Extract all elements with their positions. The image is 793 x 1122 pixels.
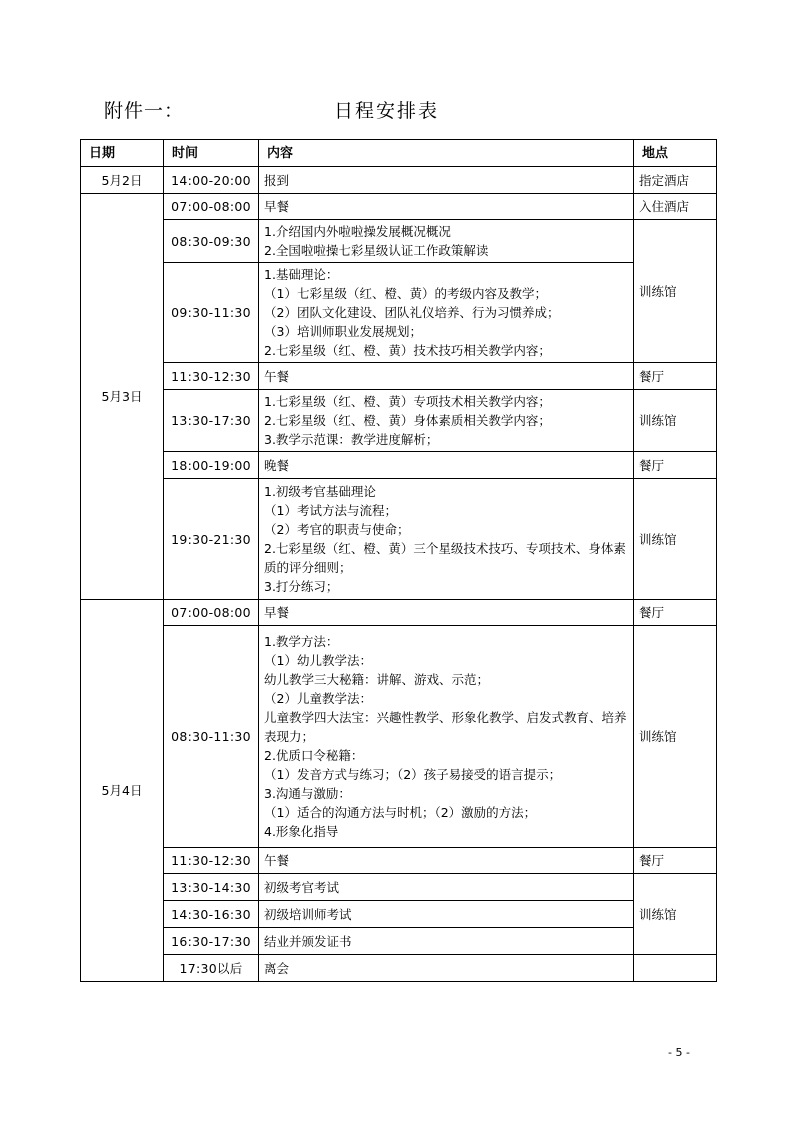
time-cell: 09:30-11:30 <box>164 263 259 363</box>
date-cell: 5月4日 <box>81 600 164 982</box>
time-cell: 07:00-08:00 <box>164 194 259 220</box>
content-line: 幼儿教学三大秘籍：讲解、游戏、示范； <box>264 672 490 687</box>
time-cell: 11:30-12:30 <box>164 363 259 390</box>
place-cell <box>634 955 717 982</box>
content-cell <box>259 848 634 874</box>
content-line: 2.全国啦啦操七彩星级认证工作政策解读 <box>264 243 489 258</box>
place-cell: 餐厅 <box>634 363 717 390</box>
time-cell: 17:30以后 <box>164 955 259 982</box>
content-cell <box>259 479 634 600</box>
content-line: 儿童教学四大法宝：兴趣性教学、形象化教学、启发式教育、培养表现力； <box>264 710 627 744</box>
table-row <box>81 390 717 452</box>
header-date: 日期 <box>81 140 164 167</box>
place-cell: 训练馆 <box>634 479 717 600</box>
place-cell: 餐厅 <box>634 600 717 626</box>
header-time: 时间 <box>164 140 259 167</box>
content-cell <box>259 363 634 390</box>
time-cell: 18:00-19:00 <box>164 452 259 479</box>
content-cell <box>259 167 634 194</box>
table-row <box>81 626 717 848</box>
content-line: 报到 <box>264 172 290 188</box>
time-cell: 14:30-16:30 <box>164 901 259 928</box>
content-line: （1）七彩星级（红、橙、黄）的考级内容及教学； <box>264 286 547 301</box>
content-cell <box>259 626 634 848</box>
table-row <box>81 194 717 220</box>
content-cell <box>259 220 634 263</box>
page-title: 日程安排表 <box>334 100 440 122</box>
content-line: 2.七彩星级（红、橙、黄）三个星级技术技巧、专项技术、身体素质的评分细则； <box>264 541 626 575</box>
place-cell: 指定酒店 <box>634 167 717 194</box>
place-cell: 训练馆 <box>634 220 717 363</box>
content-line: （1）幼儿教学法： <box>264 653 372 668</box>
header-content: 内容 <box>259 140 634 167</box>
place-cell: 餐厅 <box>634 848 717 874</box>
content-line: 1.介绍国内外啦啦操发展概况概况 <box>264 224 451 239</box>
header-place: 地点 <box>634 140 717 167</box>
content-line: 1.初级考官基础理论 <box>264 484 376 499</box>
content-line: 1.教学方法： <box>264 634 339 649</box>
content-cell <box>259 452 634 479</box>
date-cell: 5月2日 <box>81 167 164 194</box>
time-cell: 19:30-21:30 <box>164 479 259 600</box>
content-line: （1）考试方法与流程； <box>264 503 397 518</box>
content-line: 午餐 <box>264 368 290 384</box>
content-line: 3.打分练习； <box>264 579 339 594</box>
document-heading <box>0 96 793 126</box>
content-cell <box>259 928 634 955</box>
table-row <box>81 955 717 982</box>
content-line: （2）团队文化建设、团队礼仪培养、行为习惯养成； <box>264 305 560 320</box>
page-number: - 5 - <box>668 1046 690 1059</box>
time-cell: 11:30-12:30 <box>164 848 259 874</box>
content-line: 离会 <box>264 960 290 976</box>
table-row <box>81 901 717 928</box>
time-cell: 16:30-17:30 <box>164 928 259 955</box>
date-cell: 5月3日 <box>81 194 164 600</box>
content-line: 1.七彩星级（红、橙、黄）专项技术相关教学内容； <box>264 394 551 409</box>
table-row <box>81 848 717 874</box>
content-line: 3.沟通与激励： <box>264 786 351 801</box>
content-line: 午餐 <box>264 853 290 868</box>
content-line: 2.七彩星级（红、橙、黄）身体素质相关教学内容； <box>264 413 551 428</box>
table-header-row <box>81 140 717 167</box>
content-cell <box>259 263 634 363</box>
table-row <box>81 874 717 901</box>
place-cell: 训练馆 <box>634 626 717 848</box>
table-row <box>81 220 717 263</box>
content-line: （1）适合的沟通方法与时机；（2）激励的方法； <box>264 805 537 820</box>
time-cell: 13:30-17:30 <box>164 390 259 452</box>
place-cell: 入住酒店 <box>634 194 717 220</box>
place-cell: 餐厅 <box>634 452 717 479</box>
table-row <box>81 928 717 955</box>
time-cell: 07:00-08:00 <box>164 600 259 626</box>
table-row <box>81 452 717 479</box>
content-line: （3）培训师职业发展规划； <box>264 324 422 339</box>
content-line: 1.基础理论： <box>264 267 339 282</box>
content-line: （2）儿童教学法： <box>264 691 372 706</box>
content-line: 早餐 <box>264 199 290 214</box>
table-row <box>81 363 717 390</box>
content-line: 4.形象化指导 <box>264 824 339 839</box>
time-cell: 08:30-11:30 <box>164 626 259 848</box>
content-cell <box>259 901 634 928</box>
content-line: 早餐 <box>264 605 290 620</box>
content-cell <box>259 600 634 626</box>
time-cell: 14:00-20:00 <box>164 167 259 194</box>
content-line: （2）考官的职责与使命； <box>264 522 410 537</box>
place-cell: 训练馆 <box>634 874 717 955</box>
content-line: 结业并颁发证书 <box>264 933 352 949</box>
content-cell <box>259 874 634 901</box>
content-line: 初级考官考试 <box>264 879 340 895</box>
time-cell: 13:30-14:30 <box>164 874 259 901</box>
table-row <box>81 479 717 600</box>
place-cell: 训练馆 <box>634 390 717 452</box>
content-line: 初级培训师考试 <box>264 906 352 922</box>
attachment-label: 附件一： <box>104 100 185 122</box>
content-cell <box>259 955 634 982</box>
content-line: 晚餐 <box>264 457 290 473</box>
content-line: 3.教学示范课：教学进度解析； <box>264 432 439 447</box>
content-cell <box>259 390 634 452</box>
content-line: 2.优质口令秘籍： <box>264 748 364 763</box>
content-line: （1）发音方式与练习；（2）孩子易接受的语言提示； <box>264 767 562 782</box>
table-row <box>81 263 717 363</box>
schedule-table <box>80 139 717 982</box>
table-row <box>81 600 717 626</box>
time-cell: 08:30-09:30 <box>164 220 259 263</box>
table-row <box>81 167 717 194</box>
content-line: 2.七彩星级（红、橙、黄）技术技巧相关教学内容； <box>264 343 551 358</box>
content-cell <box>259 194 634 220</box>
